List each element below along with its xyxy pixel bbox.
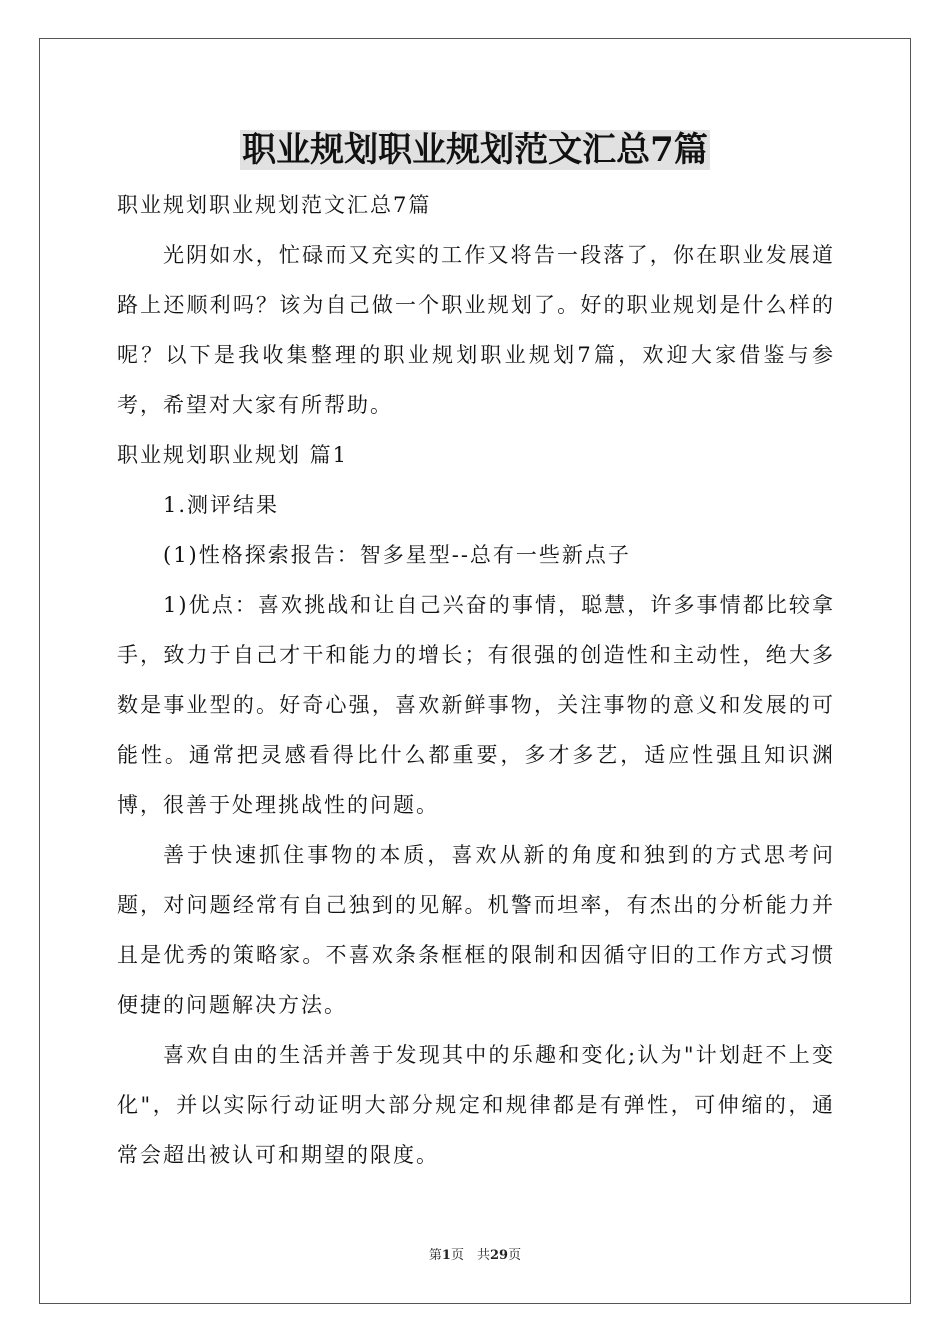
body-paragraph: 1.测评结果 (163, 493, 280, 517)
body-paragraph: 善于快速抓住事物的本质，喜欢从新的角度和独到的方式思考问题，对问题经常有自己独到的见解。机警而坦率，有杰出的分析能力并且是优秀的策略家。不喜欢条条框框的限制和因循守旧的工作方式习惯便捷的问题解决方法。 (117, 843, 835, 1017)
body-paragraph: 1)优点：喜欢挑战和让自己兴奋的事情，聪慧，许多事情都比较拿手，致力于自己才干和能力的增长；有很强的创造性和主动性，绝大多数是事业型的。好奇心强，喜欢新鲜事物，关注事物的意义和发展的可能性。通常把灵感看得比什么都重要，多才多艺，适应性强且知识渊博，很善于处理挑战性的问题。 (117, 593, 835, 817)
document-title (0, 127, 950, 173)
current-page-number: 1 (441, 1248, 451, 1263)
document-body (117, 180, 835, 1180)
body-paragraph: (1)性格探索报告：智多星型--总有一些新点子 (163, 543, 631, 567)
section-heading: 职业规划职业规划 篇1 (117, 443, 349, 467)
document-title-text: 职业规划职业规划范文汇总7篇 (242, 130, 708, 170)
page-footer (0, 1246, 950, 1266)
total-page-count: 29 (489, 1248, 509, 1263)
footer-suffix: 页 (508, 1248, 522, 1263)
footer-prefix: 第 (428, 1248, 442, 1263)
body-paragraph: 光阴如水，忙碌而又充实的工作又将告一段落了，你在职业发展道路上还顺利吗？该为自己做一个职业规划了。好的职业规划是什么样的呢？以下是我收集整理的职业规划职业规划7篇，欢迎大家借鉴与参考，希望对大家有所帮助。 (117, 243, 835, 417)
body-paragraph: 喜欢自由的生活并善于发现其中的乐趣和变化;认为"计划赶不上变化"，并以实际行动证明大部分规定和规律都是有弹性，可伸缩的，通常会超出被认可和期望的限度。 (117, 1043, 835, 1167)
footer-mid: 页 共 (450, 1248, 490, 1263)
subtitle-line: 职业规划职业规划范文汇总7篇 (117, 193, 432, 217)
